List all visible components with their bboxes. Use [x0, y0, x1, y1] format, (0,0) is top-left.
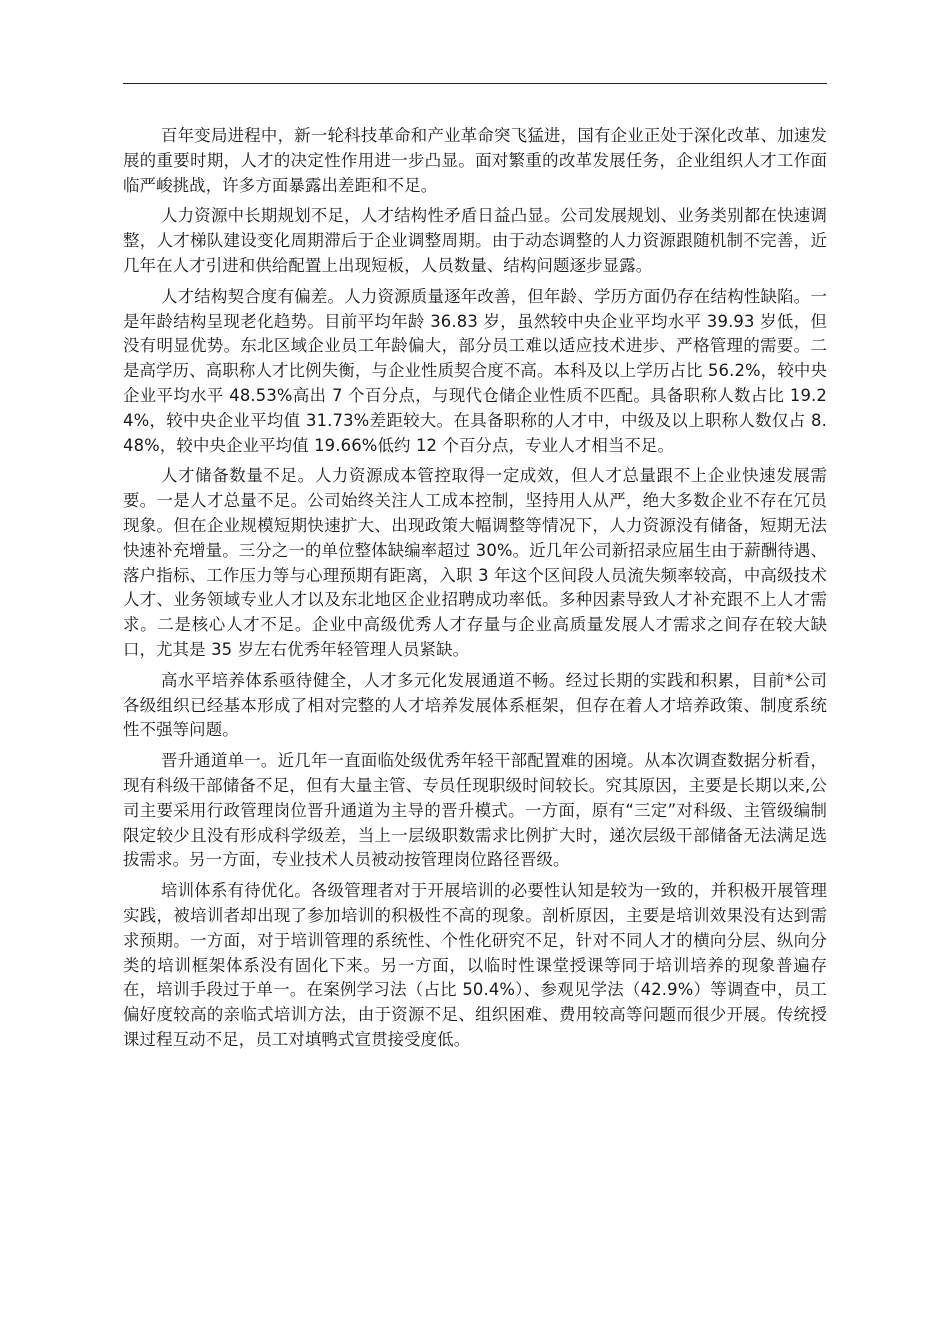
- document-body: [123, 124, 827, 1059]
- paragraph-training-optimization: 培训体系有待优化。各级管理者对于开展培训的必要性认知是较为一致的，并积极开展管理实践，被培训者却出现了参加培训的积极性不高的现象。剖析原因，主要是培训效果没有达到需求预期。一方面，对于培训管理的系统性、个性化研究不足，针对不同人才的横向分层、纵向分类的培训框架体系没有固化下来。另一方面，以临时性课堂授课等同于培训培养的现象普遍存在，培训手段过于单一。在案例学习法（占比 50.4%）、参观见学法（42.9%）等调查中，员工偏好度较高的亲临式培训方法，由于资源不足、组织困难、费用较高等问题而很少开展。传统授课过程互动不足，员工对填鸭式宣贯接受度低。: [123, 881, 827, 1049]
- paragraph-hr-planning: 人力资源中长期规划不足，人才结构性矛盾日益凸显。公司发展规划、业务类别都在快速调整，人才梯队建设变化周期滞后于企业调整周期。由于动态调整的人力资源跟随机制不完善，近几年在人才引进和供给配置上出现短板，人员数量、结构问题逐步显露。: [123, 206, 827, 275]
- paragraph-talent-reserve: 人才储备数量不足。人力资源成本管控取得一定成效，但人才总量跟不上企业快速发展需要。一是人才总量不足。公司始终关注人工成本控制，坚持用人从严，绝大多数企业不存在冗员现象。但在企业规模短期快速扩大、出现政策大幅调整等情况下，人力资源没有储备，短期无法快速补充增量。三分之一的单位整体缺编率超过 30%。近几年公司新招录应届生由于薪酬待遇、落户指标、工作压力等与心理预期有距离，入职 3 年这个区间段人员流失频率较高，中高级技术人才、业务领域专业人才以及东北地区企业招聘成功率低。多种因素导致人才补充跟不上人才需求。二是核心人才不足。企业中高级优秀人才存量与企业高质量发展人才需求之间存在较大缺口，尤其是 35 岁左右优秀年轻管理人员紧缺。: [123, 466, 827, 659]
- paragraph-intro: 百年变局进程中，新一轮科技革命和产业革命突飞猛进，国有企业正处于深化改革、加速发展的重要时期，人才的决定性作用进一步凸显。面对繁重的改革发展任务，企业组织人才工作面临严峻挑战，许多方面暴露出差距和不足。: [123, 126, 827, 195]
- paragraph-training-system: 高水平培养体系亟待健全，人才多元化发展通道不畅。经过长期的实践和积累，目前*公司各级组织已经基本形成了相对完整的人才培养发展体系框架，但存在着人才培养政策、制度系统性不强等问题。: [123, 670, 827, 740]
- paragraph-promotion-channel: 晋升通道单一。近几年一直面临处级优秀年轻干部配置难的困境。从本次调查数据分析看，现有科级干部储备不足，但有大量主管、专员任现职级时间较长。究其原因，主要是长期以来,公司主要采用行政管理岗位晋升通道为主导的晋升模式。一方面，原有“三定”对科级、主管级编制限定较少且没有形成科学级差，当上一层级职数需求比例扩大时，递次层级干部储备无法满足选拔需求。另一方面，专业技术人员被动按管理岗位路径晋级。: [123, 751, 827, 870]
- paragraph-talent-structure: 人才结构契合度有偏差。人力资源质量逐年改善，但年龄、学历方面仍存在结构性缺陷。一是年龄结构呈现老化趋势。目前平均年龄 36.83 岁，虽然较中央企业平均水平 39.93 岁低，但没有明显优势。东北区域企业员工年龄偏大，部分员工难以适应技术进步、严格管理的需要。二是高学历、高职称人才比例失衡，与企业性质契合度不高。本科及以上学历占比 56.2%，较中央企业平均水平 48.53%高出 7 个百分点，与现代仓储企业性质不匹配。具备职称人数占比 19.24%，较中央企业平均值 31.73%差距较大。在具备职称的人才中，中级及以上职称人数仅占 8.48%，较中央企业平均值 19.66%低约 12 个百分点，专业人才相当不足。: [123, 286, 827, 455]
- header-rule: [123, 83, 827, 84]
